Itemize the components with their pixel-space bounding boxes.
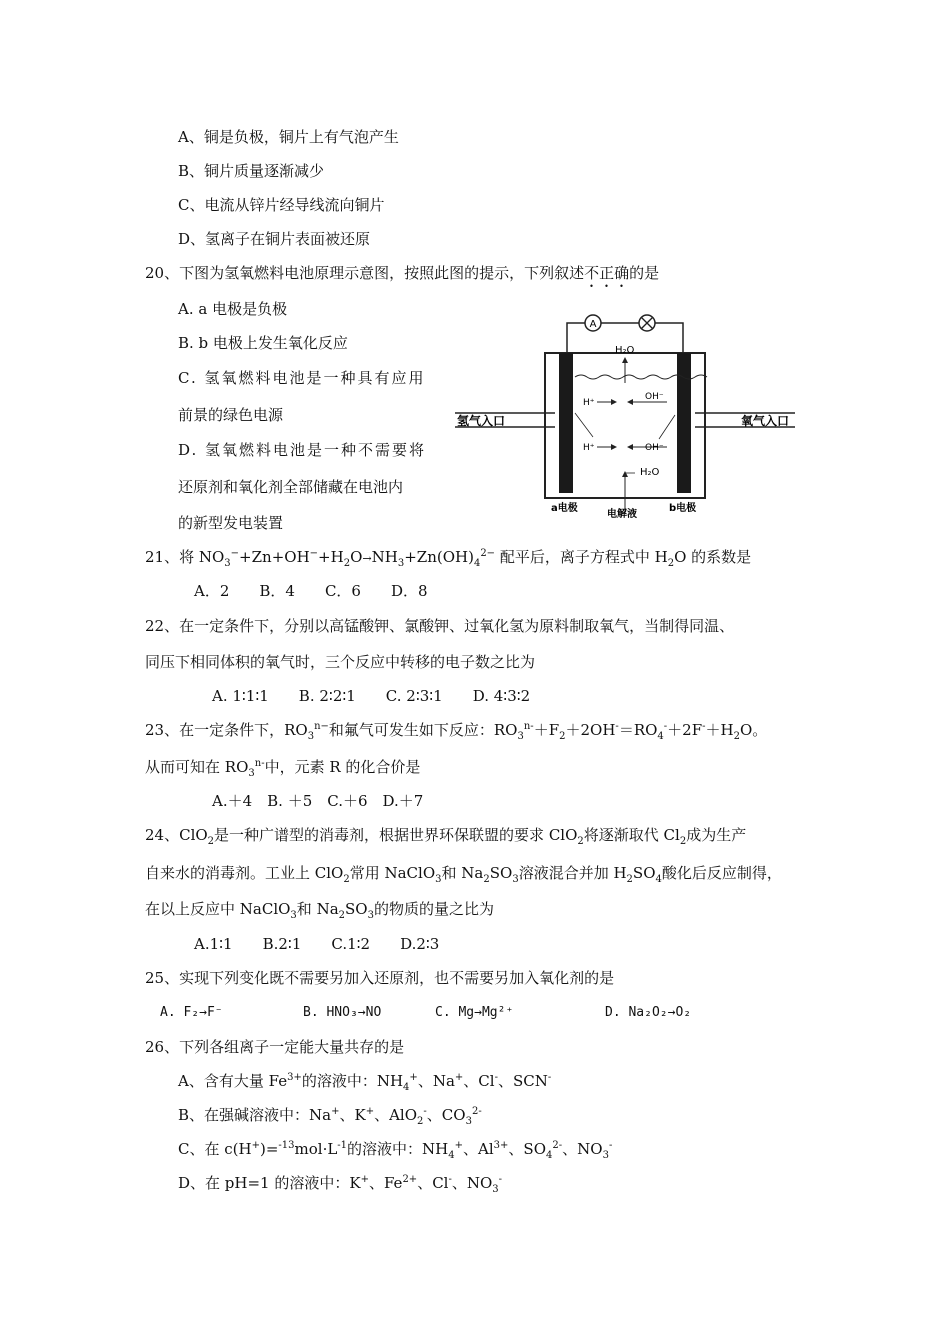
q26-part: 的溶液中：NH — [301, 1072, 404, 1090]
q24-part: 酸化后反应制得， — [661, 864, 782, 882]
q24-stem-line3: 在以上反应中 NaClO$_3$和 $Na_2SO_3$的物质的量之比为 — [145, 900, 494, 921]
q19-option-b: B、铜片质量逐渐减少 — [178, 162, 325, 180]
q20-stem-emphasis: 不正确 — [584, 264, 630, 282]
q20-option-a: A. a 电极是负极 — [178, 300, 288, 318]
q25-stem: 25、实现下列变化既不需要另加入还原剂，也不需要另加入氧化剂的是 — [145, 969, 615, 987]
q21-part: +Zn(OH) — [404, 548, 474, 566]
q26-part: 、Cl — [417, 1174, 449, 1192]
q23-part: 中，元素 R 的化合价是 — [264, 758, 421, 776]
q26-part: 、K — [339, 1106, 366, 1124]
q23-options: A.＋4 B. ＋5 C.＋6 D.＋7 — [212, 792, 424, 810]
water-top-label: H₂O — [615, 345, 635, 356]
ammeter-label: A — [589, 319, 597, 330]
q19-option-a: A、铜是负极，铜片上有气泡产生 — [178, 128, 399, 146]
q24-part: SO — [489, 864, 513, 882]
h-plus-label-2: H⁺ — [583, 443, 595, 453]
q26-part: 、Na — [417, 1072, 455, 1090]
q26-part: )= — [259, 1140, 279, 1158]
q20-stem — [145, 263, 659, 291]
q26-part: D、在 pH=1 的溶液中：K — [178, 1174, 361, 1192]
h-plus-arrowhead-1 — [611, 399, 617, 405]
q21-part: 21、将 NO — [145, 548, 225, 566]
q24-options: A.1∶1 B.2∶1 C.1∶2 D.2∶3 — [194, 935, 440, 953]
q23-part: 从而可知在 RO — [145, 758, 249, 776]
q24-part: 在以上反应中 NaClO — [145, 900, 291, 918]
q23-part: ＋F — [533, 721, 560, 739]
q26-part: mol·L — [294, 1140, 338, 1158]
q24-part: 的物质的量之比为 — [373, 900, 494, 918]
q26-part: 、AlO — [374, 1106, 418, 1124]
electrode-b — [677, 353, 691, 493]
q24-part: 自来水的消毒剂。工业上 ClO — [145, 864, 344, 882]
electrode-b-label: b电极 — [669, 503, 697, 514]
q26-part: 、Fe — [368, 1174, 403, 1192]
electrolyte-pointer-arrowhead — [622, 471, 628, 477]
q24-part: 24、ClO — [145, 826, 208, 844]
q21-part: +H — [318, 548, 344, 566]
q26-part: B、在强碱溶液中：Na — [178, 1106, 332, 1124]
oh-arrowhead-1 — [627, 399, 633, 405]
diag-arrow-right — [659, 415, 675, 439]
q25-option-c: C. Mg→Mg²⁺ — [435, 1005, 514, 1020]
q26-part: 、SCN — [497, 1072, 548, 1090]
q24-stem-line2: 自来水的消毒剂。工业上 ClO$_2$常用 NaClO$_3$和 $Na_2SO_3$溶液混合并加 $H_2SO_4$酸化后反应制得， — [145, 864, 782, 885]
q23-part: ＋2OH — [565, 721, 616, 739]
q26-part: 、SO — [508, 1140, 546, 1158]
water-out-arrowhead — [622, 357, 628, 363]
q25-option-d: D. Na₂O₂→O₂ — [605, 1005, 692, 1020]
q24-stem-line1: 24、ClO$_2$是一种广谱型的消毒剂，根据世界环保联盟的要求 ClO$_2$将逐渐取代 $Cl_2$成为生产 — [145, 826, 747, 847]
q21-part: +Zn+OH — [239, 548, 310, 566]
q21-part: 配平后，离子方程式中 H — [495, 548, 668, 566]
q20-option-d-line3: 的新型发电装置 — [178, 514, 284, 532]
q25-option-a: A. F₂→F⁻ — [160, 1005, 223, 1020]
q26-part: 、Al — [463, 1140, 494, 1158]
q22-stem-line2: 同压下相同体积的氧气时，三个反应中转移的电子数之比为 — [145, 653, 536, 671]
hydrogen-inlet-label: 氢气入口 — [457, 414, 506, 428]
q20-option-d-line1: D. 氢氧燃料电池是一种不需要将 — [178, 441, 427, 459]
oh-minus-label-1: OH⁻ — [645, 392, 664, 402]
electrode-a-label: a电极 — [551, 503, 578, 514]
q26-stem: 26、下列各组离子一定能大量共存的是 — [145, 1038, 405, 1056]
q21-stem: 21、将 $NO_3^-+Zn+OH^-+H_2O\to NH_3+Zn(OH)_4^{2-}$ 配平后，离子方程式中 $H_2O$ 的系数是 — [145, 548, 752, 569]
q25-option-b: B. HNO₃→NO — [303, 1005, 382, 1020]
q23-stem-line1: 23、在一定条件下，$RO_3^{n-}$和氟气可发生如下反应：$RO_3^{n-}+F_2+2OH^-=RO_4^-+2F^-+H_2O$。 — [145, 721, 768, 742]
q26-option-c: C、在 $c(H^+)=^{-13}mol\cdot L^{-1}$的溶液中：$NH_4^+$、$Al^{3+}$、$SO_4^{2-}$、$NO_3^-$ — [178, 1140, 613, 1161]
q24-part: SO — [632, 864, 656, 882]
q23-part: ＝RO — [618, 721, 658, 739]
q23-part: 和氟气可发生如下反应：RO — [328, 721, 518, 739]
q20-stem-pre: 20、下图为氢氧燃料电池原理示意图，按照此图的提示，下列叙述 — [145, 264, 585, 282]
oxygen-inlet-label: 氧气入口 — [741, 414, 790, 428]
q20-option-c-line1: C. 氢氧燃料电池是一种具有应用 — [178, 369, 426, 387]
q26-part: 、NO — [562, 1140, 603, 1158]
q26-option-d: D、在 pH=1 的溶液中：K+、$Fe^{2+}$、Cl-、$NO_3^-$ — [178, 1174, 503, 1195]
q21-part: O — [350, 548, 363, 566]
q24-part: 将逐渐取代 Cl — [583, 826, 680, 844]
q26-part: 、Cl — [463, 1072, 495, 1090]
q23-stem-line2: 从而可知在 $RO_3^{n-}$中，元素 R 的化合价是 — [145, 758, 421, 779]
h-plus-label-1: H⁺ — [583, 398, 595, 408]
q24-part: 溶液混合并加 H — [518, 864, 627, 882]
water-bottom-label: H₂O — [640, 467, 660, 478]
q20-option-c-line2: 前景的绿色电源 — [178, 406, 284, 424]
diag-arrow-left — [575, 413, 593, 437]
q26-option-b: B、在强碱溶液中：Na+、K+、AlO$_2$-、$CO_3^{2-}$ — [178, 1106, 482, 1127]
oh-arrowhead-2 — [627, 444, 633, 450]
oh-minus-label-2: OH⁻ — [645, 443, 664, 453]
q26-part: 、NO — [451, 1174, 493, 1192]
h-plus-arrowhead-2 — [611, 444, 617, 450]
q22-options: A. 1∶1∶1 B. 2∶2∶1 C. 2∶3∶1 D. 4∶3∶2 — [212, 687, 531, 705]
q26-part: 、CO — [426, 1106, 466, 1124]
q26-part: A、含有大量 Fe — [178, 1072, 288, 1090]
q23-part: O。 — [739, 721, 768, 739]
q24-part: 和 Na — [441, 864, 484, 882]
q23-part: ＋2F — [667, 721, 703, 739]
q26-option-a: A、含有大量 $Fe^{3+}$的溶液中：$NH_4^+$、Na+、Cl-、SCN- — [178, 1072, 552, 1093]
q21-part: O 的系数是 — [674, 548, 752, 566]
q24-part: 成为生产 — [686, 826, 747, 844]
q24-part: 是一种广谱型的消毒剂，根据世界环保联盟的要求 ClO — [214, 826, 578, 844]
q21-part: NH — [371, 548, 398, 566]
q21-options: A．2 B．4 C．6 D．8 — [194, 582, 428, 600]
q26-part: 的溶液中：NH — [347, 1140, 449, 1158]
q19-option-c: C、电流从锌片经导线流向铜片 — [178, 196, 385, 214]
q24-part: 常用 NaClO — [349, 864, 436, 882]
q23-part: ＋H — [705, 721, 734, 739]
q22-stem-line1: 22、在一定条件下，分别以高锰酸钾、氯酸钾、过氧化氢为原料制取氧气，当制得同温、 — [145, 617, 735, 635]
electrode-a — [559, 353, 573, 493]
q20-option-d-line2: 还原剂和氧化剂全部储藏在电池内 — [178, 478, 404, 496]
q19-option-d: D、氢离子在铜片表面被还原 — [178, 230, 371, 248]
q24-part: SO — [345, 900, 368, 918]
electrolyte-label: 电解液 — [607, 509, 637, 520]
q21-arrow: → — [362, 552, 372, 565]
fuel-cell-diagram — [455, 305, 795, 520]
q20-stem-post: 的是 — [629, 264, 660, 282]
q23-part: 23、在一定条件下，RO — [145, 721, 308, 739]
q20-option-b: B. b 电极上发生氧化反应 — [178, 334, 348, 352]
q24-part: 和 Na — [296, 900, 339, 918]
q26-part: C、在 c(H — [178, 1140, 252, 1158]
